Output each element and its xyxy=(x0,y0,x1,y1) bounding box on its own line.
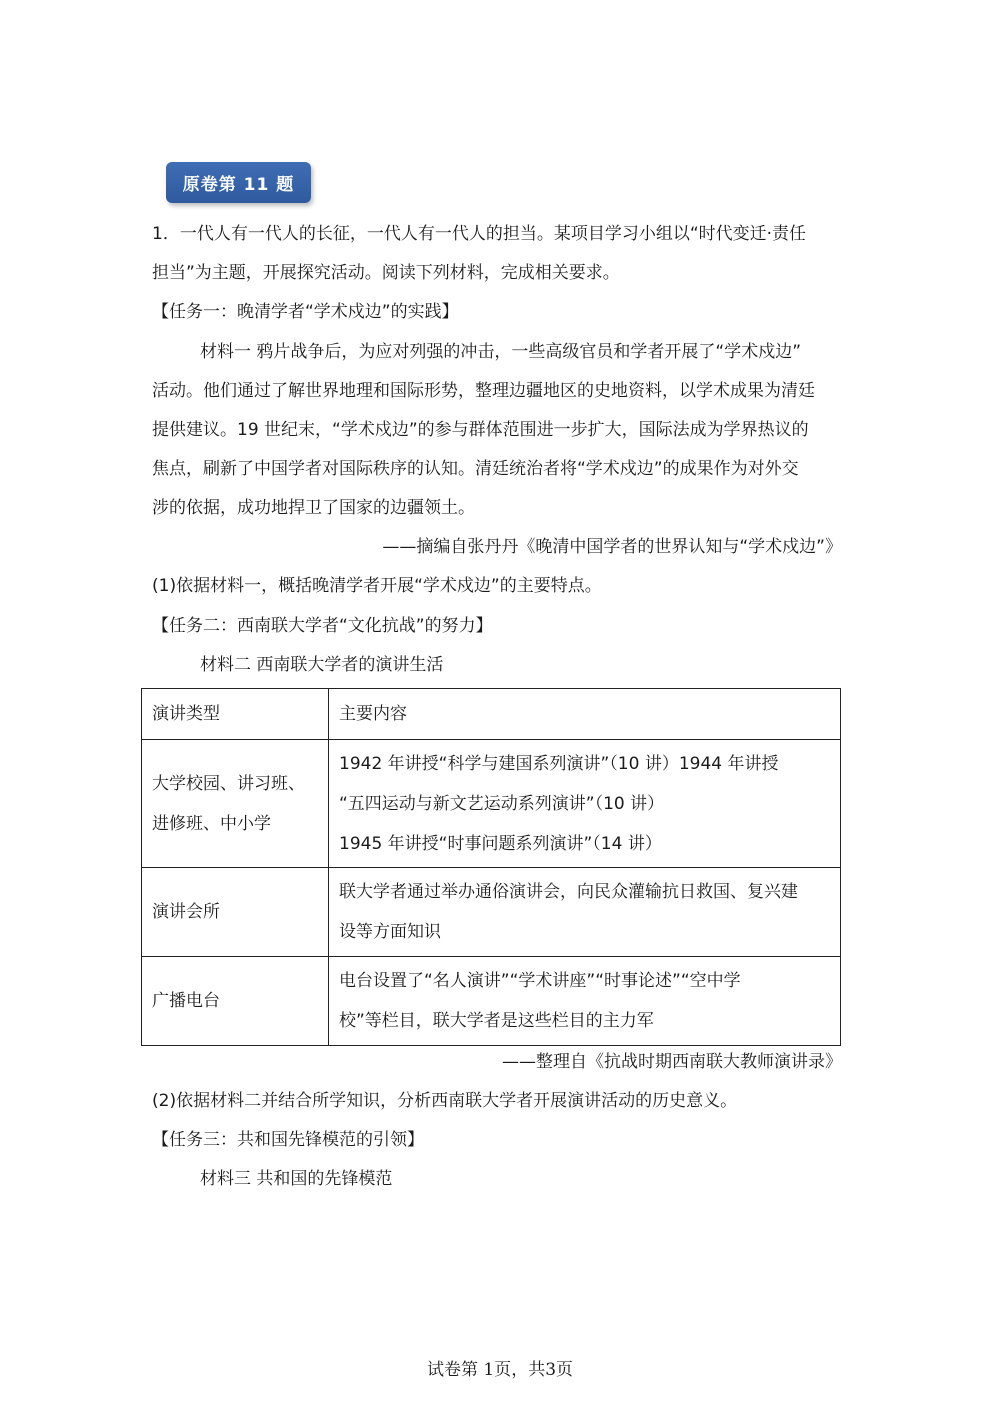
table-header-cell: 主要内容 xyxy=(329,689,841,740)
material1-line: 材料一 鸦片战争后，为应对列强的冲击，一些高级官员和学者开展了“学术戍边” xyxy=(200,342,802,362)
cell-line: 进修班、中小学 xyxy=(152,813,271,834)
table-cell-type xyxy=(142,868,329,957)
cell-line: 联大学者通过举办通俗演讲会，向民众灌输抗日救国、复兴建 xyxy=(339,882,798,902)
material1-line: 焦点，刷新了中国学者对国际秩序的认知。清廷统治者将“学术戍边”的成果作为对外交 xyxy=(152,459,799,479)
cell-line: 广播电台 xyxy=(152,991,220,1011)
material2-title: 材料二 西南联大学者的演讲生活 xyxy=(200,655,444,675)
material2-source: ——整理自《抗战时期西南联大教师演讲录》 xyxy=(502,1052,842,1072)
cell-line: 电台设置了“名人演讲”“学术讲座”“时事论述”“空中学 xyxy=(339,971,741,991)
table-cell-type xyxy=(142,740,329,868)
table-row xyxy=(142,957,841,1046)
table-header-cell: 演讲类型 xyxy=(142,689,329,740)
speech-table xyxy=(141,688,841,1046)
question-1: (1)依据材料一，概括晚清学者开展“学术戍边”的主要特点。 xyxy=(152,576,602,596)
question-2: (2)依据材料二并结合所学知识，分析西南联大学者开展演讲活动的历史意义。 xyxy=(152,1091,738,1111)
task2-heading: 【任务二：西南联大学者“文化抗战”的努力】 xyxy=(152,616,493,636)
material1-source: ——摘编自张丹丹《晚清中国学者的世界认知与“学术戍边”》 xyxy=(382,537,842,557)
task1-heading: 【任务一：晚清学者“学术戍边”的实践】 xyxy=(152,302,459,322)
cell-line: 大学校园、讲习班、 xyxy=(152,773,305,794)
material1-line: 活动。他们通过了解世界地理和国际形势，整理边疆地区的史地资料，以学术成果为清廷 xyxy=(152,381,815,401)
material1-line: 涉的依据，成功地捍卫了国家的边疆领土。 xyxy=(152,498,475,518)
table-cell-content xyxy=(329,957,841,1046)
material3-title: 材料三 共和国的先锋模范 xyxy=(200,1169,393,1189)
section-badge: 原卷第 11 题 xyxy=(166,162,311,203)
cell-line: 1942 年讲授“科学与建国系列演讲”（10 讲）1944 年讲授 xyxy=(339,753,779,774)
table-header-row xyxy=(142,689,841,740)
table-cell-content xyxy=(329,740,841,868)
table-row xyxy=(142,868,841,957)
material1-line: 提供建议。19 世纪末，“学术戍边”的参与群体范围进一步扩大，国际法成为学界热议的 xyxy=(152,420,809,440)
question-line-1: 1．一代人有一代人的长征，一代人有一代人的担当。某项目学习小组以“时代变迁·责任 xyxy=(152,224,807,244)
table-cell-content xyxy=(329,868,841,957)
cell-line: “五四运动与新文艺运动系列演讲”（10 讲） xyxy=(339,793,665,814)
table-cell-type xyxy=(142,957,329,1046)
table-row xyxy=(142,740,841,868)
cell-line: 设等方面知识 xyxy=(339,922,441,942)
cell-line: 校”等栏目，联大学者是这些栏目的主力军 xyxy=(339,1011,654,1031)
cell-line: 演讲会所 xyxy=(152,902,220,922)
question-line-2: 担当”为主题，开展探究活动。阅读下列材料，完成相关要求。 xyxy=(152,263,620,283)
task3-heading: 【任务三：共和国先锋模范的引领】 xyxy=(152,1130,424,1150)
cell-line: 1945 年讲授“时事问题系列演讲”（14 讲） xyxy=(339,833,662,854)
page-footer: 试卷第 1页，共3页 xyxy=(426,1360,574,1380)
